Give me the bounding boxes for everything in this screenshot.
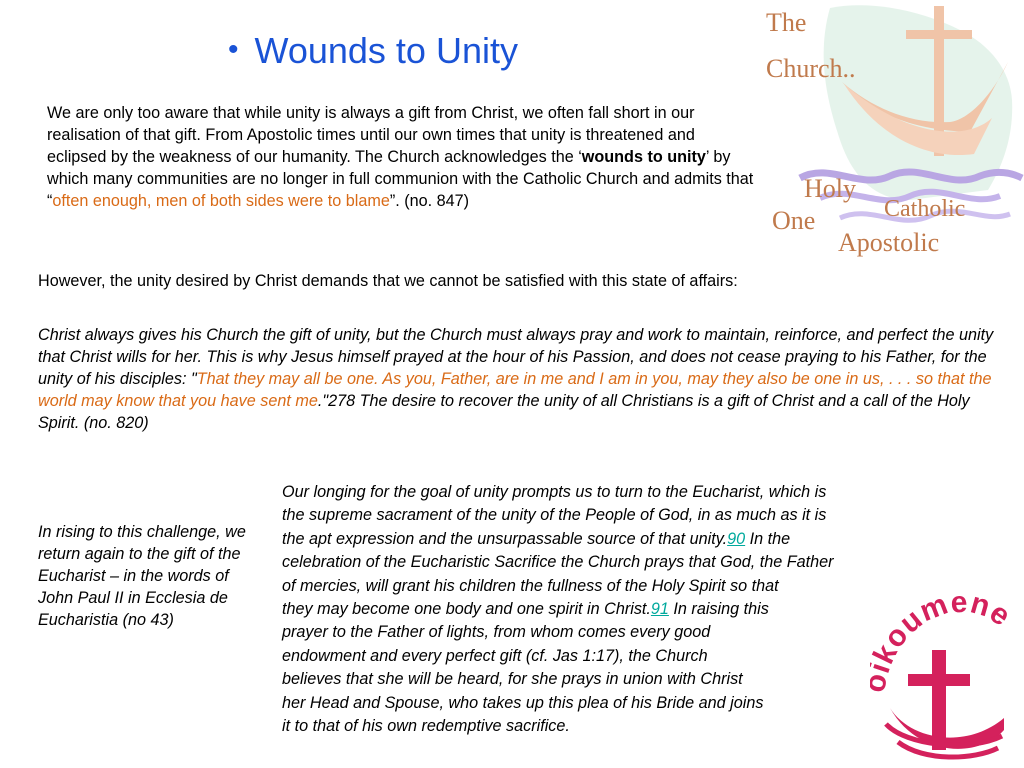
eucharist-text: the apt expression and the unsurpassable source of that unity.: [282, 529, 728, 548]
logo-church: Church..: [766, 54, 856, 83]
eucharist-text: they may become one body and one spirit in Christ.: [282, 600, 651, 619]
quote-orange: That they may all be one. As you, Father, are in me and I am in you, may they also be one in us, . . . so that the world may know that you have sent me: [38, 370, 992, 410]
quote-paragraph: [38, 324, 1003, 434]
eucharist-line: endowment and every perfect gift (cf. Jas 1:17), the Church: [282, 646, 708, 665]
eucharist-line: prayer to the Father of lights, from whom comes every good: [282, 623, 711, 642]
logo-catholic: Catholic: [884, 196, 966, 222]
eucharist-line: Our longing for the goal of unity prompts us to turn to the Eucharist, which is: [282, 483, 827, 501]
footnote-link-91[interactable]: 91: [650, 600, 669, 619]
eucharist-line: believes that she will be heard, for she prays in union with Christ: [282, 670, 743, 689]
eucharist-line: of mercies, will grant his children the fullness of the Holy Spirit so that: [282, 576, 779, 595]
oikoumene-boat-cross-icon: [870, 590, 1020, 762]
logo-holy: Holy: [804, 174, 856, 203]
eucharist-line: [282, 598, 972, 621]
slide-title: [228, 30, 518, 72]
eucharist-text: In raising this: [668, 600, 769, 619]
church-logo: [760, 0, 1024, 262]
eucharist-line: it to that of his own redemptive sacrifice.: [282, 717, 570, 736]
logo-the: The: [766, 8, 807, 37]
intro-bold: wounds to unity: [581, 148, 706, 166]
eucharist-line: the supreme sacrament of the unity of the People of God, in as much as it is: [282, 506, 827, 525]
oikoumene-text: koumene: [870, 590, 1018, 670]
eucharist-line: her Head and Spouse, who takes up this plea of his Bride and joins: [282, 693, 764, 712]
however-paragraph: However, the unity desired by Christ demands that we cannot be satisfied with this state of affairs:: [38, 272, 738, 290]
oikoumene-logo: [870, 590, 1020, 762]
eucharist-line: [282, 528, 972, 551]
logo-apostolic: Apostolic: [838, 228, 940, 257]
quote-text-1: Christ always gives his Church the gift of unity, but the Church must always pray and work to maintain, reinforce, and perfect the unity that Christ wills for her. This is why Jesus himself prayed at the hour of his Passion, and does not cease praying to his Father, for the unity of his disciples: ": [38, 326, 994, 388]
eucharist-line: celebration of the Eucharistic Sacrifice the Church prays that God, the Father: [282, 553, 834, 572]
eucharist-text: In the: [745, 529, 791, 548]
quote-text-2: ."278 The desire to recover the unity of all Christians is a gift of Christ and a call of the Holy Spirit. (no. 820): [38, 392, 970, 432]
eucharist-side-note: In rising to this challenge, we return again to the gift of the Eucharist – in the words of John Paul II in Ecclesia de Eucharistia (no 43): [38, 523, 246, 629]
intro-paragraph: [47, 102, 757, 212]
logo-one: One: [772, 206, 816, 235]
eucharist-quote: [282, 481, 972, 738]
footnote-link-90[interactable]: 90: [727, 529, 746, 548]
intro-text-2: ’ by which many communities are no longer in full communion with the Catholic Church and admits that “: [47, 148, 754, 210]
intro-orange: often enough, men of both sides were to blame: [52, 192, 390, 210]
intro-text-3: ”. (no. 847): [389, 192, 470, 210]
slide-title-text: Wounds to Unity: [254, 30, 518, 71]
bullet-icon: •: [228, 33, 239, 66]
intro-text-1: We are only too aware that while unity is always a gift from Christ, we often fall short in our realisation of that gift. From Apostolic times until our own times that unity is threatened and eclipsed by the weakness of our humanity. The Church acknowledges the ‘: [47, 104, 695, 166]
